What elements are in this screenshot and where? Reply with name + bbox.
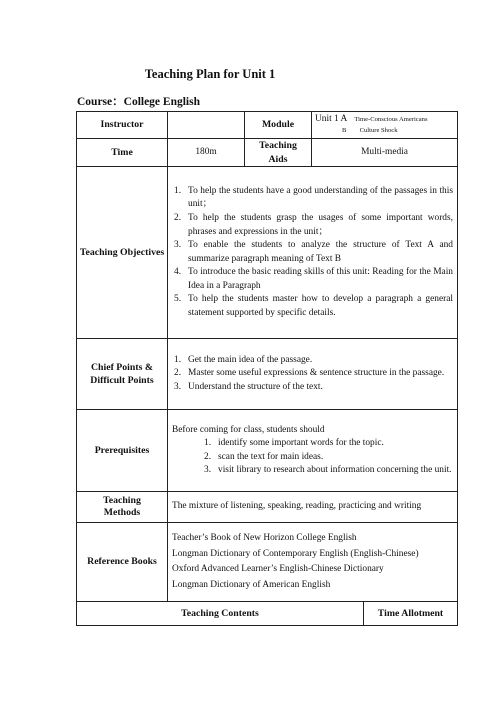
list-item: Longman Dictionary of Contemporary English (English-Chinese): [172, 548, 419, 559]
list-item: 3. To enable the students to analyze the structure of Text A and summarize paragraph meaning of Text B: [174, 240, 453, 264]
instructor-label: Instructor: [77, 112, 168, 139]
references-content: [168, 523, 458, 602]
prerequisites-list: [172, 437, 453, 478]
list-item: 1. To help the students have a good understanding of the passages in this unit；: [174, 185, 453, 210]
list-item: 4. To introduce the basic reading skills of this unit: Reading for the Main Idea in a Paragraph: [174, 267, 453, 291]
teaching-aids-label: Teaching Aids: [245, 139, 312, 167]
objectives-list: [172, 185, 453, 321]
methods-row: [77, 492, 458, 523]
document-title: Teaching Plan for Unit 1: [144, 67, 276, 81]
objectives-row: [77, 167, 458, 339]
module-a-title: Time-Conscious Americans: [354, 116, 428, 123]
time-label: Time: [77, 139, 168, 167]
module-label: Module: [245, 112, 312, 139]
list-item: 3. Understand the structure of the text.: [174, 381, 323, 392]
objectives-content: [168, 167, 458, 339]
teaching-plan-table: [76, 111, 458, 626]
teaching-contents-label: Teaching Contents: [77, 602, 364, 626]
chief-points-list: [172, 354, 453, 395]
module-unit: Unit 1 A: [315, 114, 348, 124]
methods-label: Teaching Methods: [77, 492, 168, 523]
list-item: 1. identify some important words for the topic.: [204, 438, 384, 449]
references-label: Reference Books: [77, 523, 168, 602]
instructor-row: [77, 112, 458, 139]
list-item: 1. Get the main idea of the passage.: [174, 354, 313, 365]
list-item: 2. scan the text for main ideas.: [204, 451, 324, 462]
list-item: 2. To help the students grasp the usages of some important words, phrases and expressions in the unit；: [174, 212, 453, 237]
time-allotment-label: Time Allotment: [364, 602, 458, 626]
prerequisites-row: [77, 410, 458, 492]
list-item: Oxford Advanced Learner’s English-Chinese Dictionary: [172, 564, 384, 575]
time-value: 180m: [168, 139, 245, 167]
module-b-title: Culture Shock: [359, 127, 398, 134]
module-value: [312, 112, 458, 139]
chief-points-content: [168, 339, 458, 410]
references-row: [77, 523, 458, 602]
course-label: Course：College English: [77, 96, 200, 108]
list-item: 2. Master some useful expressions & sentence structure in the passage.: [174, 368, 445, 379]
chief-points-row: [77, 339, 458, 410]
contents-header-row: [77, 602, 458, 626]
chief-points-label: Chief Points & Difficult Points: [77, 339, 168, 410]
list-item: Longman Dictionary of American English: [172, 579, 331, 590]
list-item: 5. To help the students master how to develop a paragraph a general statement supported by specific details.: [174, 294, 453, 319]
time-row: [77, 139, 458, 167]
objectives-label: Teaching Objectives: [77, 167, 168, 339]
prerequisites-intro: Before coming for class, students should: [172, 424, 325, 435]
module-b-label: B: [342, 127, 347, 134]
prerequisites-content: [168, 410, 458, 492]
list-item: 3. visit library to research about information concerning the unit.: [204, 465, 452, 476]
list-item: Teacher’s Book of New Horizon College English: [172, 533, 357, 543]
methods-content: The mixture of listening, speaking, reading, practicing and writing: [168, 492, 458, 523]
instructor-value: [168, 112, 245, 139]
prerequisites-label: Prerequisites: [77, 410, 168, 492]
teaching-aids-value: Multi-media: [312, 139, 458, 167]
